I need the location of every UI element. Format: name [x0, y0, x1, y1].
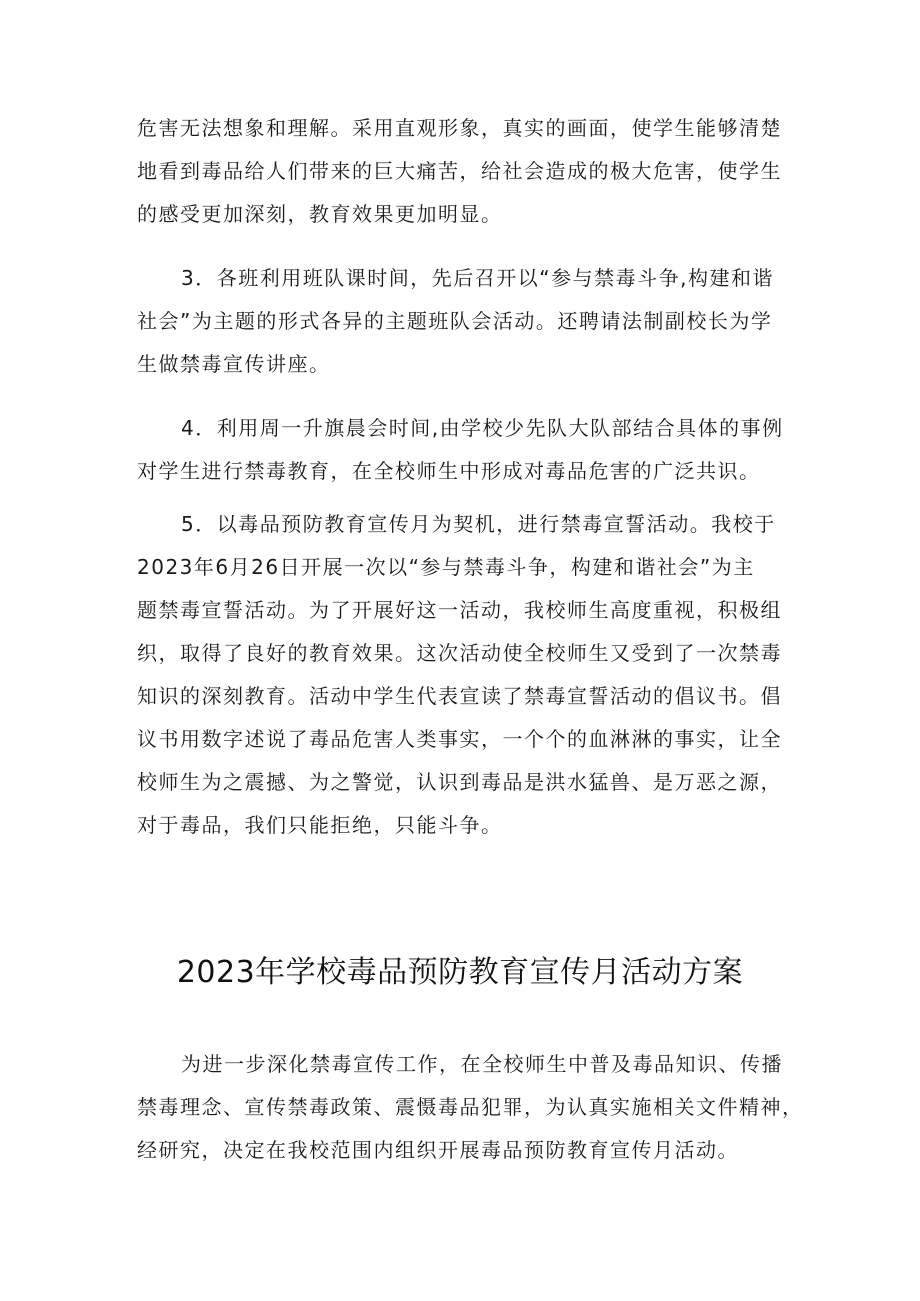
paragraph-line: 危害无法想象和理解。采用直观形象，真实的画面，使学生能够清楚: [137, 116, 782, 140]
item-4-paragraph: [137, 407, 789, 493]
paragraph-line: 知识的深刻教育。活动中学生代表宣读了禁毒宣誓活动的倡议书。倡: [137, 684, 782, 708]
paragraph-line: 对学生进行禁毒教育，在全校师生中形成对毒品危害的广泛共识。: [137, 459, 761, 483]
paragraph-line: 3．各班利用班队课时间，先后召开以“参与禁毒斗争,构建和谐: [181, 266, 774, 290]
paragraph-line: 议书用数字述说了毒品危害人类事实，一个个的血淋淋的事实，让全: [137, 727, 782, 751]
paragraph-line: 社会”为主题的形式各异的主题班队会活动。还聘请法制副校长为学: [137, 309, 773, 333]
paragraph-line: 为进一步深化禁毒宣传工作，在全校师生中普及毒品知识、传播: [181, 1052, 783, 1076]
paragraph-line: 的感受更加深刻，教育效果更加明显。: [137, 202, 503, 226]
paragraph-line: 生做禁毒宣传讲座。: [137, 352, 331, 376]
continued-paragraph: [137, 107, 789, 236]
paragraph-line: 对于毒品，我们只能拒绝，只能斗争。: [137, 813, 503, 837]
paragraph-line: 织，取得了良好的教育效果。这次活动使全校师生又受到了一次禁毒: [137, 641, 782, 665]
paragraph-line: 5．以毒品预防教育宣传月为契机，进行禁毒宣誓活动。我校于: [181, 512, 776, 536]
paragraph-line: 题禁毒宣誓活动。为了开展好这一活动，我校师生高度重视，积极组: [137, 598, 782, 622]
intro-paragraph: [137, 1043, 804, 1172]
item-3-paragraph: [137, 257, 789, 386]
paragraph-line: 禁毒理念、宣传禁毒政策、震慑毒品犯罪，为认真实施相关文件精神，: [137, 1095, 804, 1119]
paragraph-line: 2023年6月26日开展一次以“参与禁毒斗争，构建和谐社会”为主: [137, 555, 755, 579]
item-5-paragraph: [137, 503, 789, 847]
paragraph-line: 4．利用周一升旗晨会时间,由学校少先队大队部结合具体的事例: [181, 416, 784, 440]
paragraph-line: 校师生为之震撼、为之警觉，认识到毒品是洪水猛兽、是万恶之源，: [137, 770, 782, 794]
paragraph-line: 地看到毒品给人们带来的巨大痛苦，给社会造成的极大危害，使学生: [137, 159, 782, 183]
paragraph-line: 经研究，决定在我校范围内组织开展毒品预防教育宣传月活动。: [137, 1138, 739, 1162]
document-title: 2023年学校毒品预防教育宣传月活动方案: [176, 955, 744, 990]
